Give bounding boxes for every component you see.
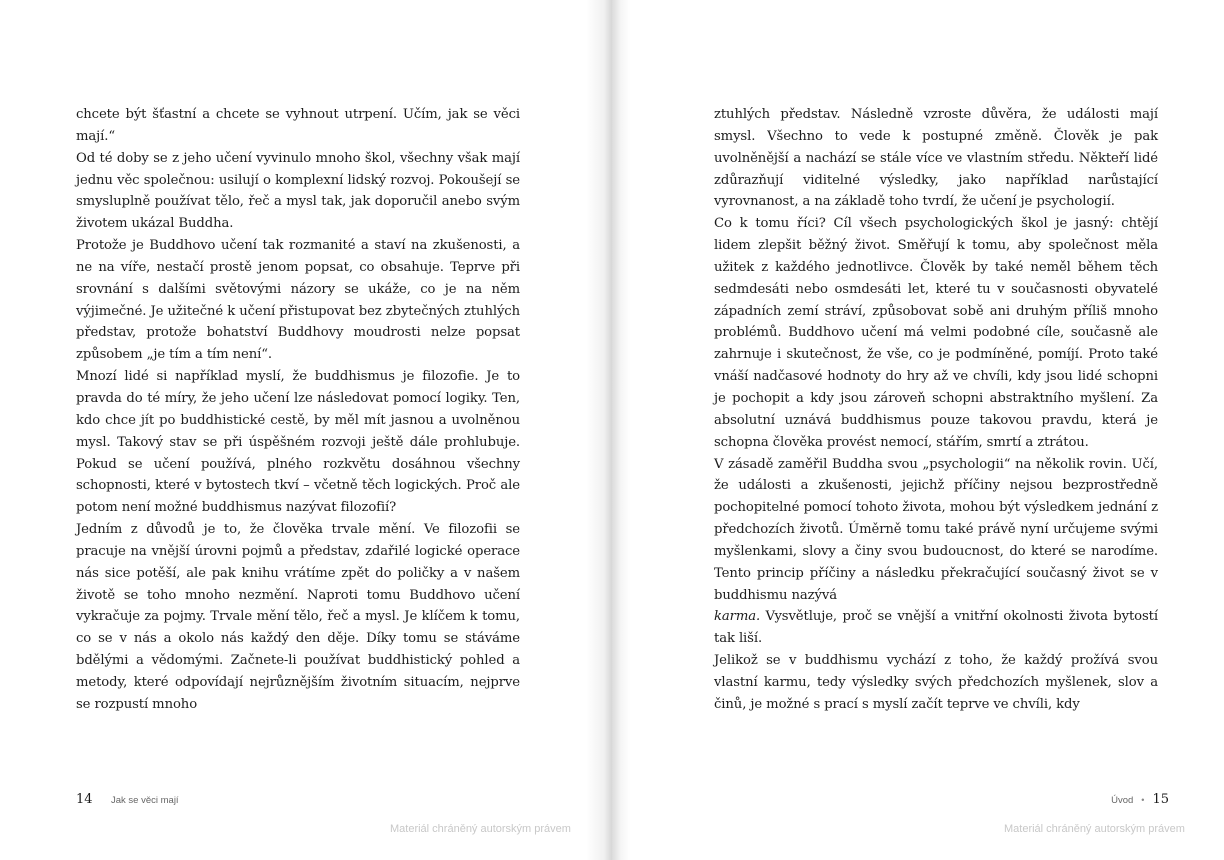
running-head: Jak se věci mají: [111, 795, 179, 806]
paragraph: [714, 454, 1158, 651]
paragraph: Protože je Buddhovo učení tak rozmanité a staví na zkušenosti, a ne na víře, nestačí prostě jenom popsat, co obsahuje. Teprve při srovnání s dalšími světovými názory se ukáže, co je na něm výjimečné. Je užitečné k učení přistupovat bez zbytečných ztuhlých představ, protože bohatství Buddhovy moudrosti nelze popsat způsobem „je tím a tím není“.: [76, 238, 520, 363]
page-number: 15: [1152, 792, 1169, 807]
left-page-body: [76, 104, 520, 716]
paragraph: Jedním z důvodů je to, že člověka trvale mění. Ve filozofii se pracuje na vnější úrovni pojmů a představ, zdařilé logické operace nás sice potěší, ale pak knihu vrátíme zpět do poličky a v našem životě se toho mnoho nezmění. Naproti tomu Buddhovo učení vykračuje za pojmy. Trvale mění tělo, řeč a mysl. Je klíčem k tomu, co se v nás a okolo nás každý den děje. Díky tomu se stáváme bdělými a vědomými. Začnete-li používat buddhistický pohled a metody, které odpovídají nejrůznějším životním situacím, nejprve se rozpustí mnoho: [76, 522, 520, 712]
karma-term: karma.: [714, 609, 761, 625]
paragraph: Jelikož se v buddhismu vychází z toho, že každý prožívá svou vlastní karmu, tedy výsledky svých předchozích myšlenek, slov a činů, je možné s prací s myslí začít teprve ve chvíli, kdy: [714, 653, 1158, 712]
paragraph: Co k tomu říci? Cíl všech psychologických škol je jasný: chtějí lidem zlepšit běžný život. Směřují k tomu, aby společnost měla užitek z každého jednotlivce. Člověk by také neměl během těch sedmdesáti nebo osmdesáti let, které tu v současnosti obyvatelé západních zemí stráví, způsobovat sobě ani druhým příliš mnoho problémů. Buddhovo učení má velmi podobné cíle, současně ale zahrnuje i skutečnost, že vše, co je podmíněné, pomíjí. Proto také vnáší nadčasové hodnoty do hry až ve chvíli, kdy jsou lidé schopni je pochopit a kdy jsou zároveň schopni abstraktního myšlení. Za absolutní uznává buddhismus pouze takovou pravdu, která je schopna člověka provést nemocí, stářím, smrtí a ztrátou.: [714, 216, 1158, 450]
copyright-watermark: Materiál chráněný autorským právem: [1004, 823, 1185, 835]
left-footer: [76, 790, 179, 808]
paragraph: Mnozí lidé si například myslí, že buddhismus je filozofie. Je to pravda do té míry, že jeho učení lze následovat pomocí logiky. Ten, kdo chce jít po buddhistické cestě, by měl mít jasnou a uvolněnou mysl. Takový stav se při úspěšném rozvoji ještě dále prohlubuje. Pokud se učení používá, plného rozkvětu dosáhnou všechny schopnosti, které v bytostech tkví – včetně těch logických. Proč ale potom není možné buddhismus nazývat filozofií?: [76, 369, 520, 516]
right-footer: [1111, 790, 1169, 808]
paragraph: chcete být šťastní a chcete se vyhnout utrpení. Učím, jak se věci mají.“: [76, 107, 520, 144]
gutter-shadow-left: [586, 0, 612, 860]
right-page-body: [714, 104, 1158, 716]
paragraph-text: V zásadě zaměřil Buddha svou „psychologii“ na několik rovin. Učí, že události a zkušenosti, jejichž příčiny nejsou bezprostředně pochopitelné pomocí tohoto života, mohou být výsledkem jednání z předchozích životů. Úměrně tomu také právě nyní určujeme svými myšlenkami, slovy a činy svou budoucnost, do které se narodíme. Tento princip příčiny a následku překračující současný život se v buddhismu nazývá: [714, 456, 1158, 603]
right-page: [612, 0, 1224, 860]
paragraph: ztuhlých představ. Následně vzroste důvěra, že události mají smysl. Všechno to vede k postupné změně. Člověk je pak uvolněnější a nachází se stále více ve vlastním středu. Někteří lidé zdůrazňují viditelné výsledky, jako například narůstající vyrovnanost, a na základě toho tvrdí, že učení je psychologií.: [714, 107, 1158, 210]
paragraph: Od té doby se z jeho učení vyvinulo mnoho škol, všechny však mají jednu věc společnou: usilují o komplexní lidský rozvoj. Pokoušejí se smysluplně používat tělo, řeč a mysl tak, jak doporučil anebo svým životem ukázal Buddha.: [76, 150, 520, 232]
copyright-watermark: Materiál chráněný autorským právem: [390, 823, 571, 835]
paragraph-text: Vysvětluje, proč se vnější a vnitřní okolnosti života bytostí tak liší.: [714, 609, 1158, 647]
gutter-shadow-right: [612, 0, 630, 860]
bullet-separator: •: [1141, 795, 1145, 805]
page-number: 14: [76, 792, 93, 807]
running-head: Úvod: [1111, 795, 1134, 806]
